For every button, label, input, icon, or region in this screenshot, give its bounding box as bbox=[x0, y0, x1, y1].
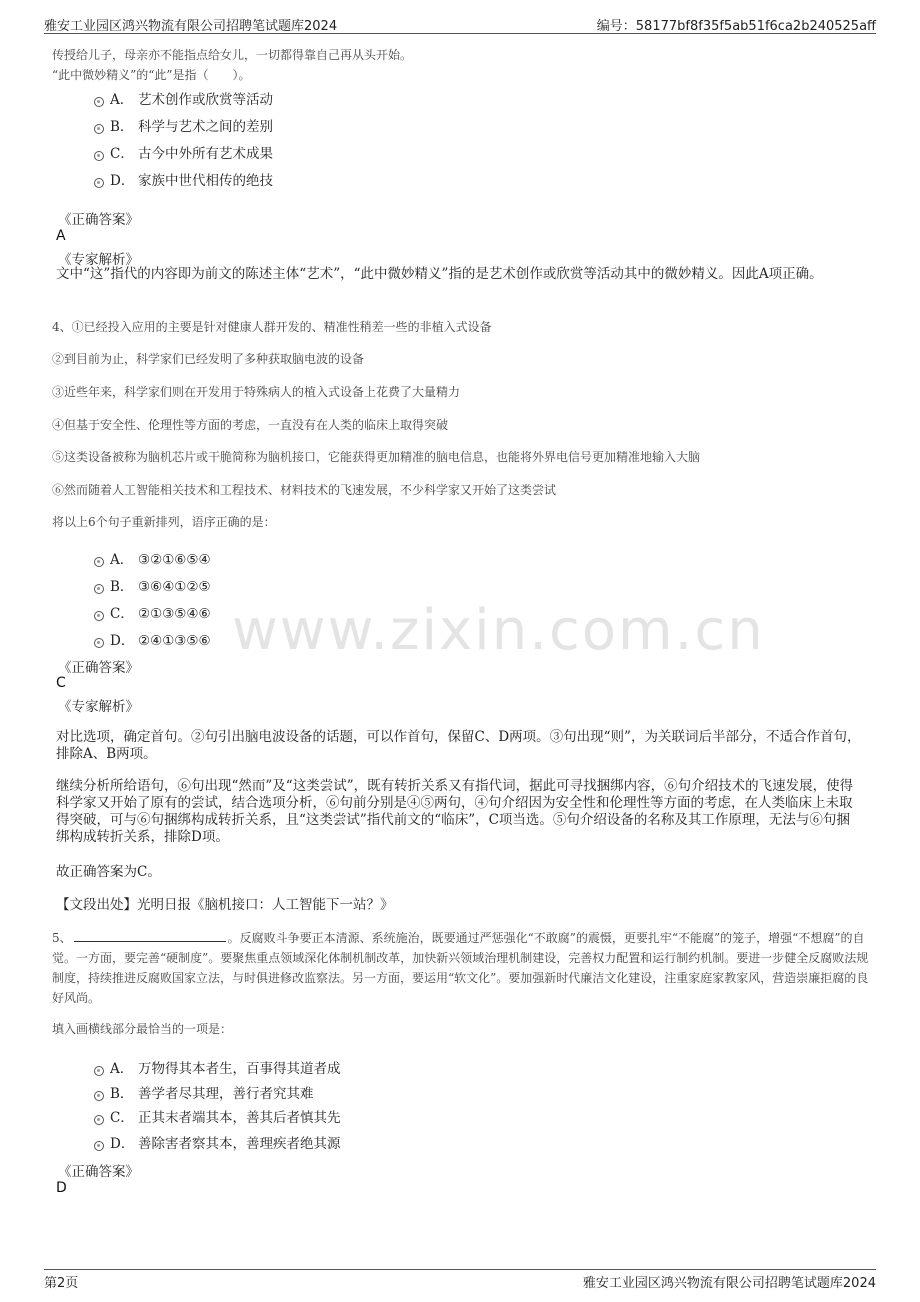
q4-prompt: 将以上6个句子重新排列，语序正确的是： bbox=[52, 515, 276, 529]
radio-icon[interactable] bbox=[94, 1141, 104, 1151]
radio-icon[interactable] bbox=[94, 557, 104, 567]
q4-answer-label: 《正确答案》 bbox=[58, 660, 139, 676]
page-number: 第2页 bbox=[44, 1276, 79, 1291]
footer-divider bbox=[44, 1269, 876, 1270]
q4-sentence-4: ④但基于安全性、伦理性等方面的考虑，一直没有在人类的临床上取得突破 bbox=[52, 418, 449, 432]
q3-option-b[interactable]: B． 科学与艺术之间的差别 bbox=[94, 115, 273, 135]
q4-option-b[interactable]: B． ③⑥④①②⑤ bbox=[94, 575, 211, 595]
watermark: www.zixin.com.cn bbox=[232, 598, 765, 663]
q4-analysis-p1: 对比选项，确定首句。②句引出脑电波设备的话题，可以作首句，保留C、D两项。③句出现“则”，为关联词后半部分，不适合作首句，排除A、B两项。 bbox=[56, 729, 861, 762]
radio-icon[interactable] bbox=[94, 178, 104, 188]
radio-icon[interactable] bbox=[94, 1091, 104, 1101]
q4-analysis-p2: 继续分析所给语句，⑥句出现“然而”及“这类尝试”，既有转折关系又有指代词，据此可寻找捆绑内容，⑥句介绍技术的飞速发展，使得科学家又开始了原有的尝试，结合选项分析，⑥句前分别是④⑤两句，④句介绍因为安全性和伦理性等方面的考虑，在人类临床上未取得突破，可与⑥句捆绑构成转折关系，且“这类尝试”指代前文的“临床”，C项当选。⑤句介绍设备的名称及其工作原理，无法与⑥句捆绑构成转折关系，排除D项。 bbox=[56, 778, 854, 845]
radio-icon[interactable] bbox=[94, 1066, 104, 1076]
q5-answer: D bbox=[56, 1180, 67, 1196]
header-divider bbox=[44, 33, 876, 34]
q4-analysis-label: 《专家解析》 bbox=[58, 699, 139, 715]
answer-blank bbox=[74, 931, 226, 942]
footer-title: 雅安工业园区鸿兴物流有限公司招聘笔试题库2024 bbox=[582, 1276, 876, 1291]
q3-question: “此中微妙精义”的“此”是指（ ）。 bbox=[52, 68, 251, 82]
q4-analysis-p3: 故正确答案为C。 bbox=[56, 864, 161, 880]
q3-option-a[interactable]: A． 艺术创作或欣赏等活动 bbox=[94, 88, 273, 108]
header-serial: 编号：58177bf8f35f5ab51f6ca2b240525aff bbox=[596, 19, 876, 34]
q3-analysis: 文中“这”指代的内容即为前文的陈述主体“艺术”，“此中微妙精义”指的是艺术创作或欣赏等活动其中的微妙精义。因此A项正确。 bbox=[56, 266, 823, 282]
q4-option-d[interactable]: D． ②④①③⑤⑥ bbox=[94, 629, 211, 649]
q4-option-a[interactable]: A． ③②①⑥⑤④ bbox=[94, 548, 211, 568]
q3-answer: A bbox=[56, 228, 66, 244]
radio-icon[interactable] bbox=[94, 1115, 104, 1125]
q5-option-c[interactable]: C． 正其末者端其本，善其后者慎其先 bbox=[94, 1106, 341, 1126]
q5-option-b[interactable]: B． 善学者尽其理，善行者究其难 bbox=[94, 1082, 314, 1102]
radio-icon[interactable] bbox=[94, 611, 104, 621]
q4-sentence-6: ⑥然而随着人工智能相关技术和工程技术、材料技术的飞速发展，不少科学家又开始了这类尝试 bbox=[52, 483, 557, 497]
q4-sentence-3: ③近些年来，科学家们则在开发用于特殊病人的植入式设备上花费了大量精力 bbox=[52, 385, 461, 399]
q5-prompt: 填入画横线部分最恰当的一项是： bbox=[52, 1022, 233, 1036]
radio-icon[interactable] bbox=[94, 124, 104, 134]
q5-answer-label: 《正确答案》 bbox=[58, 1164, 139, 1180]
radio-icon[interactable] bbox=[94, 97, 104, 107]
q4-answer: C bbox=[56, 675, 66, 691]
q3-passage-tail: 传授给儿子，母亲亦不能指点给女儿，一切都得靠自己再从头开始。 bbox=[52, 48, 413, 62]
page-footer bbox=[44, 1271, 876, 1293]
q4-sentence-2: ②到目前为止，科学家们已经发明了多种获取脑电波的设备 bbox=[52, 352, 365, 366]
radio-icon[interactable] bbox=[94, 638, 104, 648]
q4-source: 【文段出处】光明日报《脑机接口：人工智能下一站？》 bbox=[56, 897, 394, 913]
q5-option-d[interactable]: D． 善除害者察其本，善理疾者绝其源 bbox=[94, 1132, 341, 1152]
radio-icon[interactable] bbox=[94, 584, 104, 594]
radio-icon[interactable] bbox=[94, 151, 104, 161]
q5-option-a[interactable]: A． 万物得其本者生，百事得其道者成 bbox=[94, 1057, 341, 1077]
header-title: 雅安工业园区鸿兴物流有限公司招聘笔试题库2024 bbox=[44, 19, 338, 34]
q4-sentence-5: ⑤这类设备被称为脑机芯片或干脆简称为脑机接口，它能获得更加精准的脑电信息，也能将外界电信号更加精准地输入大脑 bbox=[52, 450, 701, 464]
q3-option-d[interactable]: D． 家族中世代相传的绝技 bbox=[94, 169, 273, 189]
q3-analysis-label: 《专家解析》 bbox=[58, 252, 139, 268]
q3-answer-label: 《正确答案》 bbox=[58, 212, 139, 228]
q4-option-c[interactable]: C． ②①③⑤④⑥ bbox=[94, 602, 211, 622]
q3-option-c[interactable]: C． 古今中外所有艺术成果 bbox=[94, 142, 273, 162]
q5-passage: 5、 。反腐败斗争要正本清源、系统施治，既要通过严惩强化“不敢腐”的震慑，更要扎牢“不能腐”的笼子，增强“不想腐”的自觉。一方面，要完善“硬制度”。要聚焦重点领域深化体制机制改革，加快新兴领域治理机制建设，完善权力配置和运行制约机制。要进一步健全反腐败法规制度，持续推进反腐败国家立法，与时俱进修改监察法。另一方面，要运用“软文化”。要加强新时代廉洁文化建设，注重家庭家教家风，营造崇廉拒腐的良好风尚。 bbox=[52, 931, 869, 1005]
q4-sentence-1: 4、①已经投入应用的主要是针对健康人群开发的、精准性稍差一些的非植入式设备 bbox=[52, 320, 492, 334]
page-header bbox=[44, 12, 876, 34]
